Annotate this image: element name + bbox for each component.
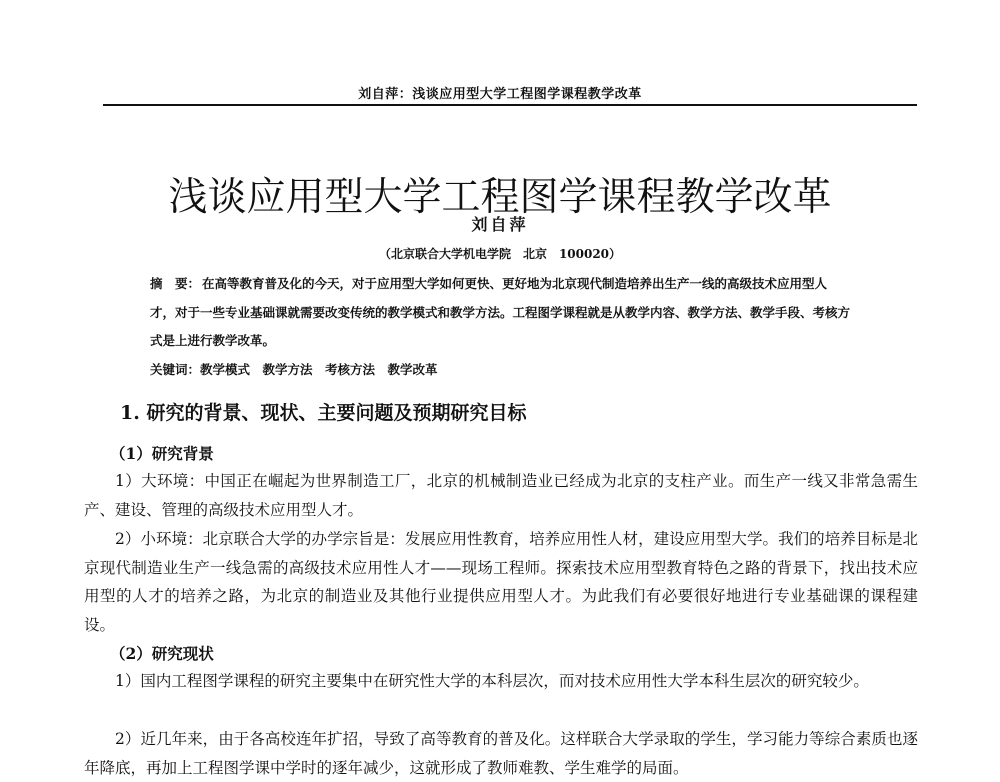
- abstract-text: 在高等教育普及化的今天，对于应用型大学如何更快、更好地为北京现代制造培养出生产一线的高级技术应用型人才，对于一些专业基础课就需要改变传统的教学模式和教学方法。工程图学课程就是从教学内容、教学方法、教学手段、考核方式是上进行教学改革。: [150, 276, 851, 348]
- abstract: [150, 270, 850, 356]
- header-rule: [103, 104, 917, 106]
- running-header: 刘自萍：浅谈应用型大学工程图学课程教学改革: [358, 87, 642, 102]
- paragraph-micro-environment: 2）小环境：北京联合大学的办学宗旨是：发展应用性教育，培养应用性人材，建设应用型大学。我们的培养目标是北京现代制造业生产一线急需的高级技术应用性人才——现场工程师。探索技术应用型教育特色之路的背景下，找出技术应用型的人才的培养之路，为北京的制造业及其他行业提供应用型人才。为此我们有必要很好地进行专业基础课的课程建设。: [84, 530, 918, 634]
- keywords: [150, 356, 850, 385]
- abstract-label: 摘 要：: [150, 276, 201, 291]
- author: 刘自萍: [471, 215, 529, 234]
- keywords-label: 关键词：: [150, 362, 201, 377]
- subsection-status-heading: （2）研究现状: [110, 644, 214, 663]
- paragraph-domestic-research: 1）国内工程图学课程的研究主要集中在研究性大学的本科层次，而对技术应用性大学本科生层次的研究较少。: [115, 672, 869, 690]
- subsection-background-heading: （1）研究背景: [110, 444, 214, 463]
- keywords-text: 教学模式 教学方法 考核方法 教学改革: [200, 362, 438, 377]
- affiliation: （北京联合大学机电学院 北京 100020）: [378, 247, 622, 261]
- paragraph-macro-environment: 1）大环境：中国正在崛起为世界制造工厂，北京的机械制造业已经成为北京的支柱产业。而生产一线又非常急需生产、建设、管理的高级技术应用型人才。: [84, 472, 918, 519]
- paper-title: 浅谈应用型大学工程图学课程教学改革: [168, 175, 832, 221]
- paragraph-enrollment-expansion: 2）近几年来，由于各高校连年扩招，导致了高等教育的普及化。这样联合大学录取的学生，学习能力等综合素质也逐年降底，再加上工程图学课中学时的逐年减少，这就形成了教师难教、学生难学的局面。: [84, 730, 918, 777]
- section-1-heading: 1. 研究的背景、现状、主要问题及预期研究目标: [120, 402, 527, 424]
